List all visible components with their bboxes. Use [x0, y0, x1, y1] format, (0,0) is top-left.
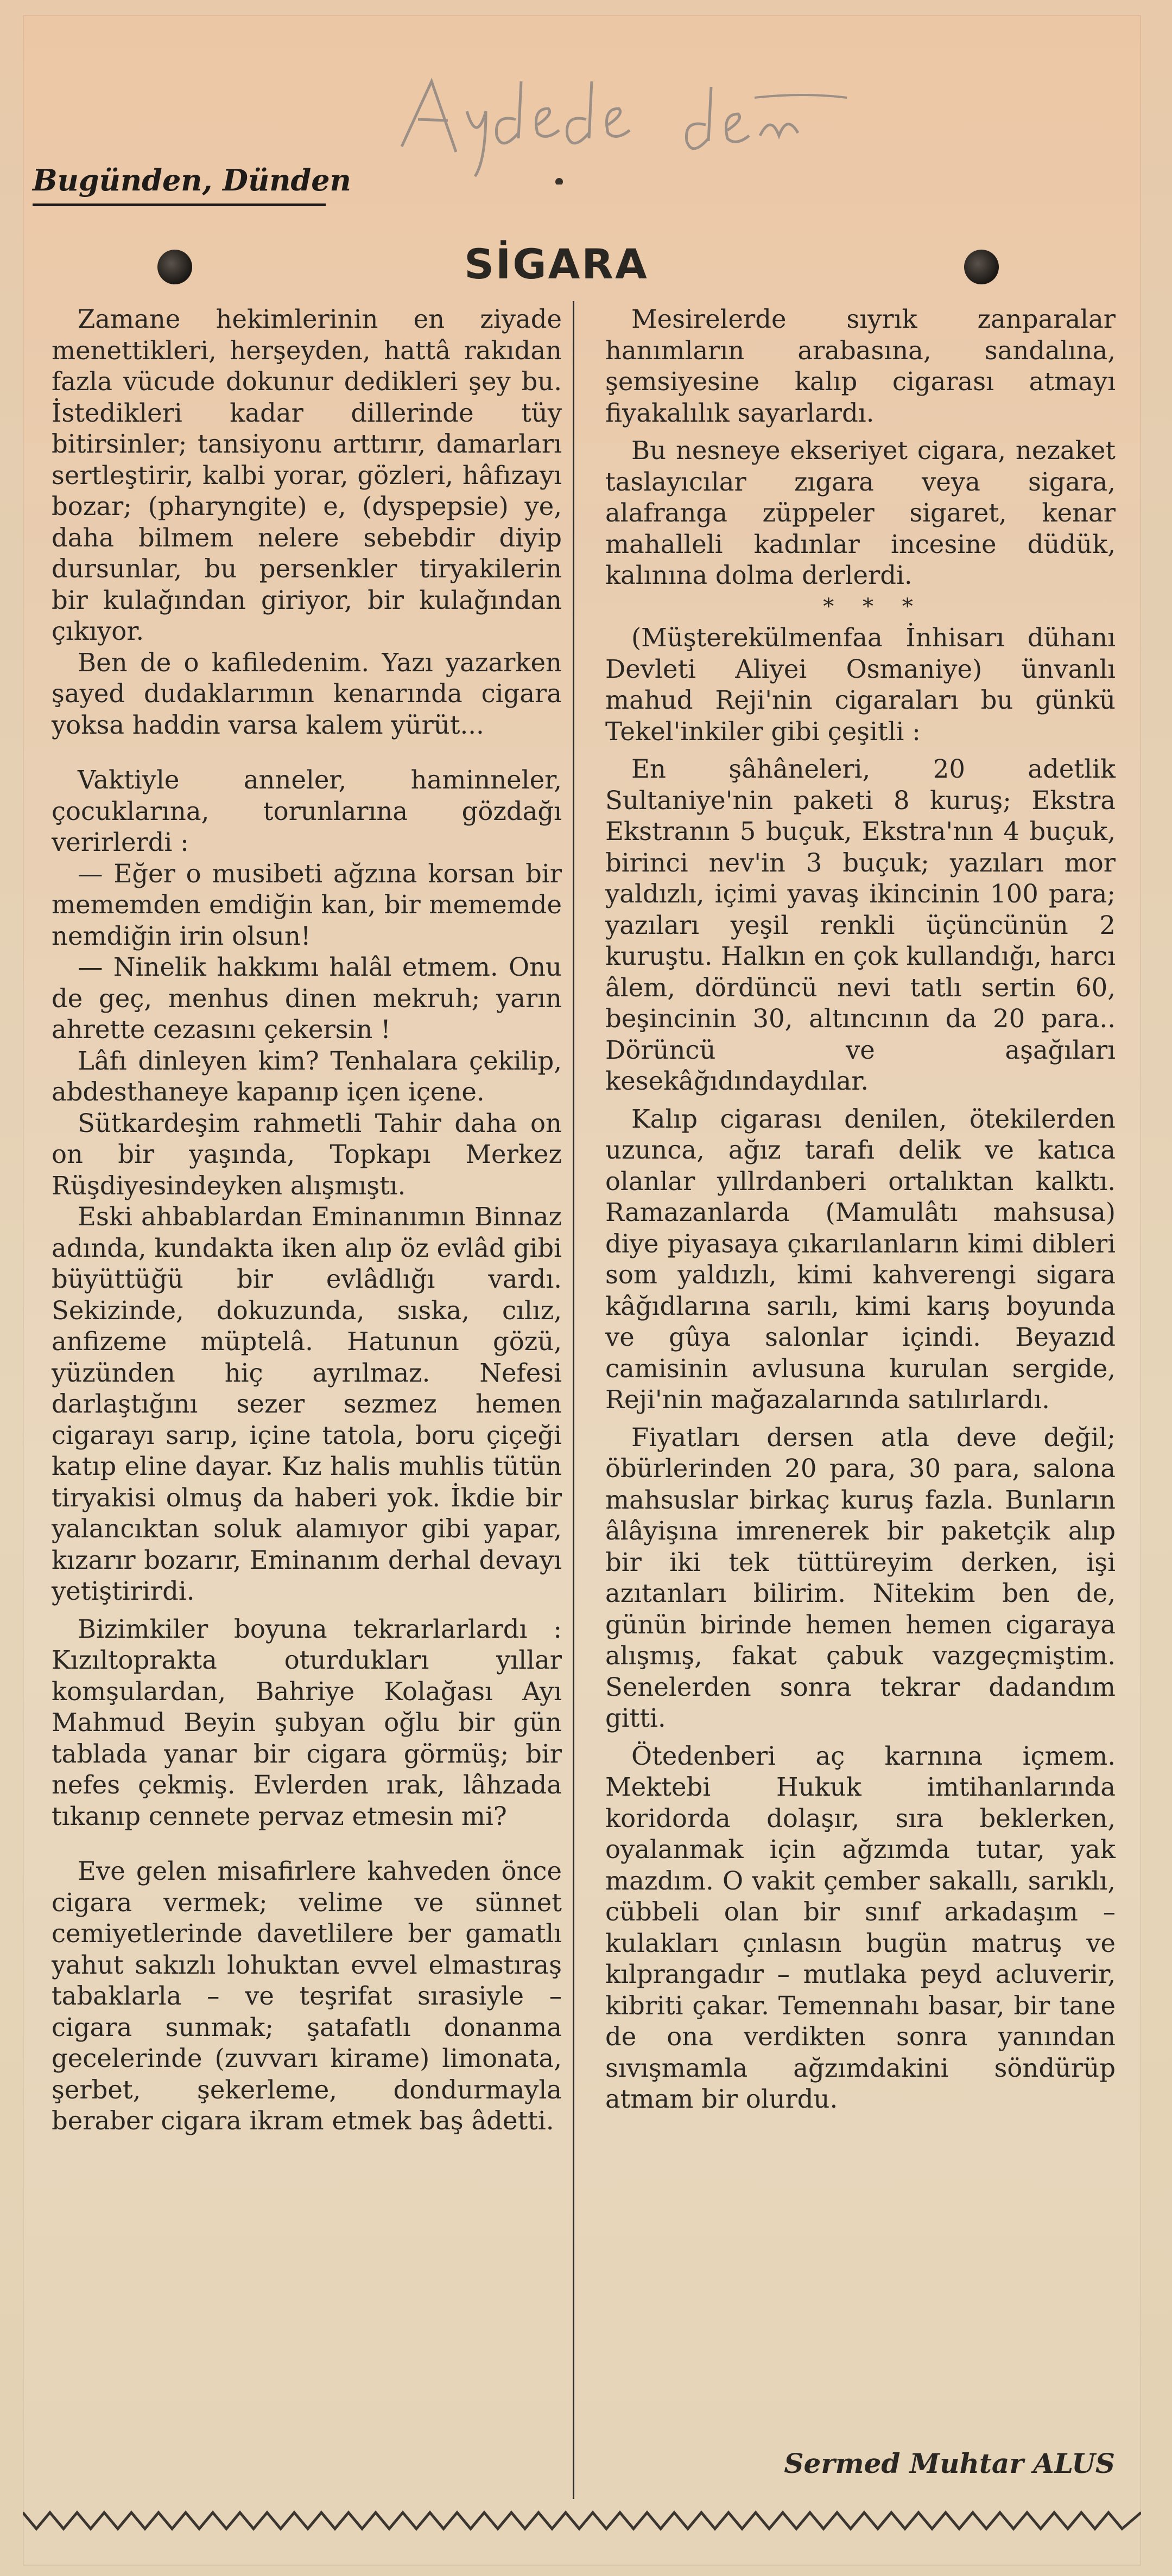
paragraph: Bu nesneye ekseriyet cigara, nezaket taslayıcılar zıgara veya sigara, alafranga züppeler sigaret, kenar mahalleli kadınlar incesine düdük, kalınına dolma derlerdi.	[605, 436, 1116, 590]
right-column	[605, 304, 1116, 2115]
section-separator: * * *	[823, 594, 924, 619]
paragraph: En şâhâneleri, 20 adetlik Sultaniye'nin paketi 8 kuruş; Ekstra Ekstranın 5 buçuk, Ekstra'nın 4 buçuk, birinci nev'in 3 buçuk; yazıları mor yaldızlı, içimi yavaş ikincinin 100 para; yazıları yeşil renkli üçüncünün 2 kuruştu. Halkın en çok kullandığı, harcı âlem, dördüncü nevi tatlı sertin 60, beşincinin 30, altıncının da 20 para.. Dörüncü ve aşağıları kesekâğıdındaydılar.	[605, 754, 1116, 1096]
paragraph: Vaktiyle anneler, haminneler, çocuklarına, torunlarına gözdağı verirlerdi :	[52, 765, 562, 857]
author-signature: Sermed Muhtar ALUS	[784, 2447, 1115, 2479]
column-divider	[573, 301, 574, 2499]
handwritten-note-scribble	[380, 60, 869, 185]
paragraph: Ötedenberi aç karnına içmem. Mektebi Hukuk imtihanlarında koridorda dolaşır, sıra beklerken, oyalanmak için ağzımda tutar, yak mazdım. O vakit çember sakallı, sarıklı, cübbeli olan bir sınıf arkadaşım – kulakları çınlasın bugün matruş ve kılprangadır – mutlaka peyd acluverir, kibriti çakar. Temennahı basar, bir tane de ona verdikten sonra yanından sıvışmamla ağzımdakini söndürüp atmam bir olurdu.	[605, 1741, 1116, 2114]
zigzag-border-pattern	[23, 2507, 1141, 2534]
paragraph: — Eğer o musibeti ağzına korsan bir mememden emdiğin kan, bir mememde nemdiğin irin olsun!	[52, 858, 562, 951]
paragraph: Fiyatları dersen atla deve değil; öbürlerinden 20 para, 30 para, salona mahsuslar birkaç kuruş fazla. Bunların âlâyişına imrenerek bir paketçik alıp bir iki tek tüttüreyim derken, işi azıtanları bilirim. Nitekim ben de, günün birinde hemen hemen cigaraya alışmış, fakat çabuk vazgeçmiştim. Senelerden sonra tekrar dadandım gitti.	[605, 1422, 1116, 1733]
section-label: Bugünden, Dünden	[33, 163, 351, 198]
title-bar	[41, 222, 1072, 296]
paragraph: Mesirelerde sıyrık zanparalar hanımların arabasına, sandalına, şemsiyesine kalıp cigarası atmayı fiyakalılık sayarlardı.	[605, 304, 1116, 428]
paragraph: Lâfı dinleyen kim? Tenhalara çekilip, abdesthaneye kapanıp içen içene.	[52, 1046, 562, 1106]
paragraph: Bizimkiler boyuna tekrarlarlardı : Kızıltoprakta oturdukları yıllar komşulardan, Bahriye Kolağası Ayı Mahmud Beyin şubyan oğlu bir gün tablada yanar bir cigara görmüş; bir nefes çekmiş. Evlerden ırak, lâhzada tıkanıp cennete pervaz etmesin mi?	[52, 1614, 562, 1831]
paragraph: Zamane hekimlerinin en ziyade menettikleri, herşeyden, hattâ rakıdan fazla vücude dokunur dedikleri şey bu. İstedikleri kadar dillerinde tüy bitirsinler; tansiyonu arttırır, damarları sertleştirir, kalbi yorar, gözleri, hâfızayı bozar; (pharyngite) e, (dyspepsie) ye, daha bilmem nelere sebebdir diyip dursunlar, bu persenkler tiryakilerin bir kulağından giriyor, bir kulağından çıkıyor.	[52, 304, 562, 646]
paragraph: — Ninelik hakkımı halâl etmem. Onu de geç, menhus dinen mekruh; yarın ahrette cezasını çekersin !	[52, 952, 562, 1044]
paragraph: (Müşterekülmenfaa İnhisarı dühanı Devleti Aliyei Osmaniye) ünvanlı mahud Reji'nin cigaraları bu günkü Tekel'inkiler gibi çeşitli :	[605, 623, 1116, 746]
left-column	[52, 304, 562, 2137]
paragraph: Kalıp cigarası denilen, ötekilerden uzunca, ağız tarafı delik ve katıca olanlar yıllrdanberi ortalıktan kalktı. Ramazanlarda (Mamulâtı mahsusa) diye piyasaya çıkarılanların kimi dibleri som yaldızlı, kimi kahverengi sigara kâğıdlarına sarılı, kimi karış boyunda ve gûya salonlar içindi. Beyazıd camisinin avlusuna kurulan sergide, Reji'nin mağazalarında satılırlardı.	[605, 1104, 1116, 1414]
section-rule	[33, 203, 326, 206]
paragraph: Sütkardeşim rahmetli Tahir daha on on bir yaşında, Topkapı Merkez Rüşdiyesindeyken alışmıştı.	[52, 1108, 562, 1200]
handwritten-note	[380, 60, 869, 185]
paragraph: Ben de o kafiledenim. Yazı yazarken şayed dudaklarımın kenarında cigara yoksa haddin varsa kalem yürüt...	[52, 647, 562, 740]
paragraph: Eski ahbablardan Eminanımın Binnaz adında, kundakta iken alıp öz evlâd gibi büyüttüğü bir evlâdlığı vardı. Sekizinde, dokuzunda, sıska, cılız, anfizeme müptelâ. Hatunun gözü, yüzünden hiç ayrılmaz. Nefesi darlaştığını sezer sezmez hemen cigarayı sarıp, içine tatola, boru çiçeği katıp eline dayar. Kız halis muhlis tütün tiryakisi olmuş da haberi yok. İkdie bir yalancıktan soluk alamıyor gibi yapar, kızarır bozarır, Eminanım derhal devayı yetiştirirdi.	[52, 1202, 562, 1606]
zigzag-border	[23, 2507, 1141, 2534]
bullet-icon	[964, 250, 999, 284]
paragraph: Eve gelen misafirlere kahveden önce cigara vermek; velime ve sünnet cemiyetlerinde davetlilere ber gamatlı yahut sakızlı lohuktan evvel elmastıraş tabaklarla – ve teşrifat sırasiyle – cigara sunmak; şatafatlı donanma gecelerinde (zuvvarı kirame) limonata, şerbet, şekerleme, dondurmayla beraber cigara ikram etmek baş âdetti.	[52, 1856, 562, 2135]
article-title: SİGARA	[464, 240, 649, 288]
